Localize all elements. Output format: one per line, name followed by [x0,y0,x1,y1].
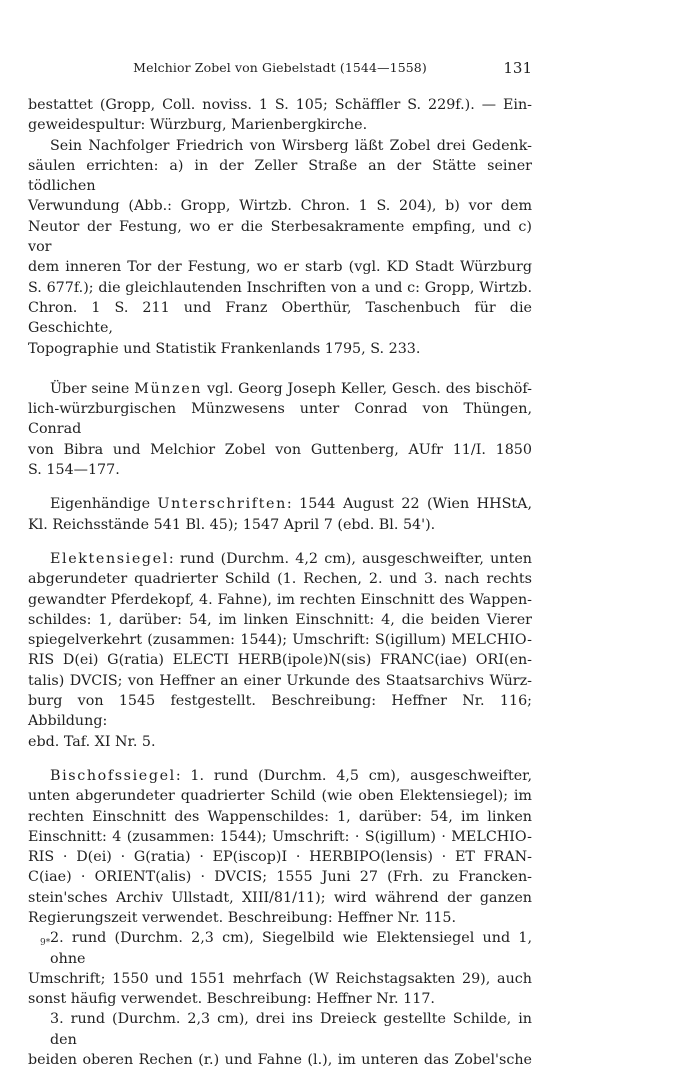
text-line: Kl. Reichsstände 541 Bl. 45); 1547 April 7 (ebd. Bl. 54'). [28,516,436,533]
text-fragment: Über seine [50,380,135,397]
text-line: ebd. Taf. XI Nr. 5. [28,733,156,750]
text-line: säulen errichten: a) in der Zeller Straße an der Stätte seiner tödlichen [28,157,532,195]
text-fragment: vgl. Georg Joseph Keller, Gesch. des bischöf- [202,380,532,397]
text-line: von Bibra und Melchior Zobel von Guttenberg, AUfr 11/I. 1850 [28,441,532,458]
text-line: bestattet (Gropp, Coll. noviss. 1 S. 105; Schäffler S. 229f.). — Ein- [28,97,532,113]
text-fragment: Eigenhändige [50,496,158,513]
paragraph-burial [28,95,532,136]
paragraph-seal-3 [28,1009,532,1070]
text-line: Einschnitt: 4 (zusammen: 1544); Umschrift: · S(igillum) · MELCHIO- [28,828,532,845]
text-line [28,494,532,514]
text-line: RIS D(ei) G(ratia) ELECTI HERB(ipole)N(sis) FRANC(iae) ORI(en- [28,652,532,669]
text-fragment: : 1. rund (Durchm. 4,5 cm), ausgeschweifter, [175,767,532,784]
text-fragment: : rund (Durchm. 4,2 cm), ausgeschweifter, unten [168,550,532,567]
text-fragment: : 1544 August 22 (Wien HHStA, [286,496,532,513]
text-line: rechten Einschnitt des Wappenschildes: 1, darüber: 54, im linken [28,808,532,825]
text-line: S. 154—177. [28,462,120,479]
text-line: sonst häufig verwendet. Beschreibung: Heffner Nr. 117. [28,991,435,1008]
text-line: dem inneren Tor der Festung, wo er starb (vgl. KD Stadt Würzburg [28,259,532,276]
text-line: 2. rund (Durchm. 2,3 cm), Siegelbild wie Elektensiegel und 1, ohne [50,930,532,967]
text-line: talis) DVCIS; von Heffner an einer Urkunde des Staatsarchivs Würz- [28,672,532,689]
paragraph-signatures [28,494,532,535]
paragraph-seal-2 [28,928,532,1009]
text-line: burg von 1545 festgestellt. Beschreibung: Heffner Nr. 116; Abbildung: [28,693,532,730]
text-line [28,766,532,786]
text-line: unten abgerundeter quadrierter Schild (wie oben Elektensiegel); im [28,788,532,805]
page-header [28,57,532,79]
spaced-term-elect-seal: Elektensiegel [50,550,169,567]
text-line: Neutor der Festung, wo er die Sterbesakramente empfing, und c) vor [28,218,532,256]
paragraph-coins [28,379,532,480]
text-line: Verwundung (Abb.: Gropp, Wirtzb. Chron. 1 S. 204), b) vor dem [28,198,532,215]
text-line: spiegelverkehrt (zusammen: 1544); Umschrift: S(igillum) MELCHIO- [28,632,532,649]
paragraph-bishop-seal [28,766,532,928]
text-line: Topographie und Statistik Frankenlands 1795, S. 233. [28,340,421,357]
text-line: Umschrift; 1550 und 1551 mehrfach (W Reichstagsakten 29), auch [28,970,532,987]
page-body [28,95,532,1070]
text-line: RIS · D(ei) · G(ratia) · EP(iscop)I · HERBIPO(lensis) · ET FRAN- [28,849,532,866]
text-line: beiden oberen Rechen (r.) und Fahne (l.), im unteren das Zobel'sche [28,1052,532,1069]
text-line: gewandter Pferdekopf, 4. Fahne), im rechten Einschnitt des Wappen- [28,591,532,608]
paragraph-memorial-columns [28,136,532,359]
paragraph-elect-seal [28,549,532,752]
text-line: abgerundeter quadrierter Schild (1. Rechen, 2. und 3. nach rechts [28,571,532,588]
text-line: C(iae) · ORIENT(alis) · DVCIS; 1555 Juni 27 (Frh. zu Francken- [28,869,532,886]
text-line [28,549,532,569]
text-line: S. 677f.); die gleichlautenden Inschriften von a und c: Gropp, Wirtzb. [28,279,532,296]
spaced-term-bishop-seal: Bischofssiegel [50,767,176,784]
text-line: Sein Nachfolger Friedrich von Wirsberg läßt Zobel drei Gedenk- [50,137,532,154]
text-line: Chron. 1 S. 211 und Franz Oberthür, Taschenbuch für die Geschichte, [28,299,532,337]
page-number: 131 [503,59,532,77]
text-line [28,379,532,399]
text-line: geweidespultur: Würzburg, Marienbergkirche. [28,117,368,134]
running-title: Melchior Zobel von Giebelstadt (1544—1558) [133,60,427,75]
text-line: Regierungszeit verwendet. Beschreibung: Heffner Nr. 115. [28,909,457,926]
text-line: 3. rund (Durchm. 2,3 cm), drei ins Dreieck gestellte Schilde, in den [50,1011,532,1048]
spaced-term-coins: Münzen [134,380,203,397]
spaced-term-signatures: Unterschriften [157,496,287,513]
text-line: lich-würzburgischen Münzwesens unter Conrad von Thüngen, Conrad [28,401,532,438]
printer-signature-mark: 9* [40,938,51,948]
text-line: stein'sches Archiv Ullstadt, XIII/81/11); wird während der ganzen [28,889,532,906]
text-line: schildes: 1, darüber: 54, im linken Einschnitt: 4, die beiden Vierer [28,611,532,628]
